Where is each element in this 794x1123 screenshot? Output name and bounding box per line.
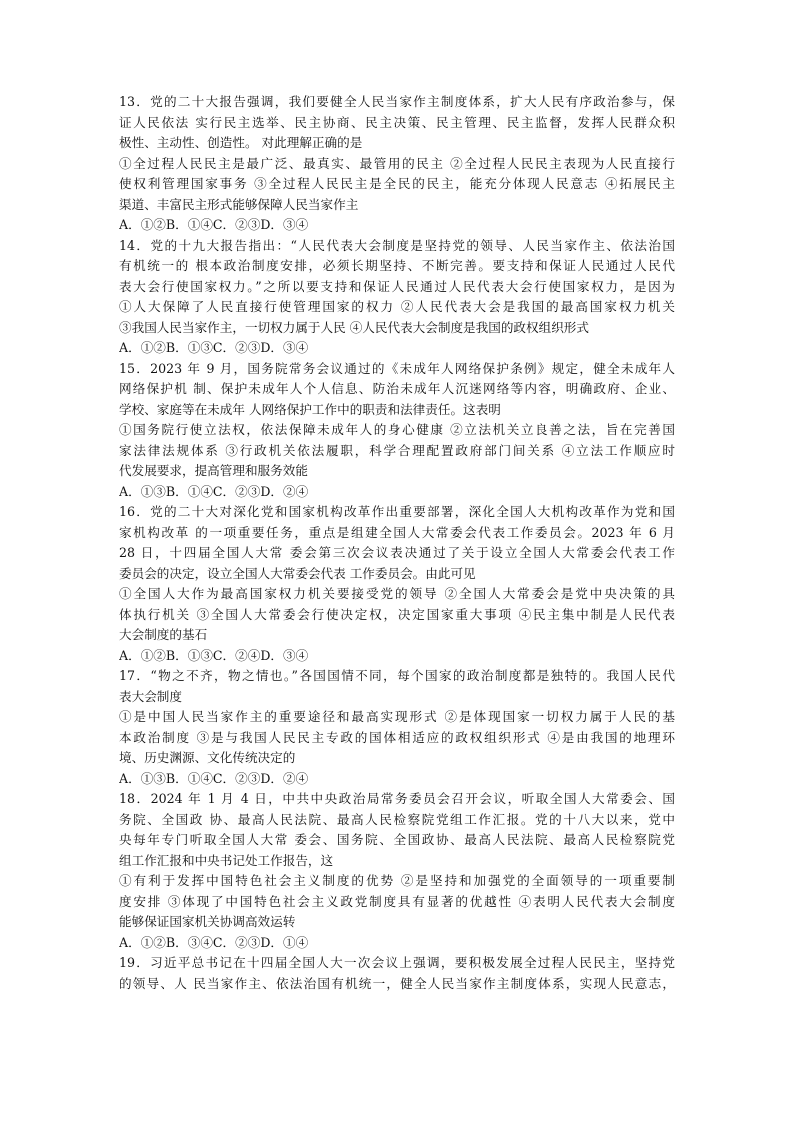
question-text: 家机构改革 的一项重要任务，重点是组建全国人大常委会代表工作委员会。2023 年 6 月 <box>119 524 675 540</box>
option-statements: ③我国人民当家作主，一切权力属于人民 ④人民代表大会制度是我国的政权组织形式 <box>119 319 589 335</box>
question-text: 表大会行使国家权力。”之所以要支持和保证人民通过人民代表大会行使国家权力，是因为 <box>119 278 675 294</box>
answer-choices: A．①②B．①③C．②④D．③④ <box>119 647 309 663</box>
question-17 <box>119 666 675 789</box>
question-text: 组工作汇报和中央书记处工作报告，这 <box>119 852 334 868</box>
option-statements: 代发展要求，提高管理和服务效能 <box>119 463 308 478</box>
question-16 <box>119 502 675 666</box>
answer-choices: A．①③B．①④C．②③D．②④ <box>119 770 309 786</box>
question-text: 极性、主动性、创造性。 对此理解正确的是 <box>119 135 363 150</box>
question-text: 央每年专门听取全国人大常 委会、国务院、全国政协、最高人民法院、最高人民检察院党 <box>119 832 675 847</box>
option-statements: 使权利管理国家事务 ③全过程人民民主是全民的民主，能充分体现人民意志 ④拓展民主 <box>119 176 675 191</box>
question-13 <box>119 92 675 236</box>
question-18 <box>119 789 675 953</box>
option-statements: 渠道、丰富民主形式能够保障人民当家作主 <box>119 196 359 212</box>
question-text: 委员会的决定，设立全国人大常委会代表 工作委员会。由此可见 <box>119 565 476 581</box>
question-text: 学校、家庭等在未成年 人网络保护工作中的职责和法律责任。这表明 <box>119 401 501 417</box>
question-text: 15．2023 年 9 月，国务院常务会议通过的《未成年人网络保护条例》规定，健全未成年人 <box>119 360 675 376</box>
question-14 <box>119 236 675 359</box>
question-text: 17．“物之不齐，物之情也。”各国国情不同，每个国家的政治制度都是独特的。我国人民代 <box>119 668 675 683</box>
answer-choices: A．①③B．①④C．②③D．②④ <box>119 483 309 499</box>
question-text: 证人民依法 实行民主选举、民主协商、民主决策、民主管理、民主监督，发挥人民群众积 <box>119 114 675 130</box>
question-text: 13．党的二十大报告强调，我们要健全人民当家作主制度体系，扩大人民有序政治参与，保 <box>119 94 675 109</box>
option-statements: 本政治制度 ③是与我国人民民主专政的国体相适应的政权组织形式 ④是由我国的地理环 <box>119 729 675 745</box>
option-statements: ①全过程人民民主是最广泛、最真实、最管用的民主 ②全过程人民民主表现为人民直接行 <box>119 155 675 171</box>
option-statements: ①是中国人民当家作主的重要途径和最高实现形式 ②是体现国家一切权力属于人民的基 <box>119 709 675 724</box>
option-statements: 大会制度的基石 <box>119 627 208 642</box>
option-statements: ①有利于发挥中国特色社会主义制度的优势 ②是坚持和加强党的全面领导的一项重要制 <box>119 873 675 888</box>
question-19 <box>119 953 675 994</box>
option-statements: ①全国人大作为最高国家权力机关要接受党的领导 ②全国人大常委会是党中央决策的具 <box>119 586 675 601</box>
answer-choices: A．①②B．③④C．②③D．①④ <box>119 934 309 950</box>
exam-page <box>119 92 675 994</box>
answer-choices: A．①②B．①③C．②③D．③④ <box>119 340 309 355</box>
option-statements: 境、历史渊源、文化传统决定的 <box>119 750 296 765</box>
option-statements: 度安排 ③体现了中国特色社会主义政党制度具有显著的优越性 ④表明人民代表大会制度 <box>119 893 675 909</box>
option-statements: ①人大保障了人民直接行使管理国家的权力 ②人民代表大会是我国的最高国家权力机关 <box>119 299 675 314</box>
question-text: 有机统一的 根本政治制度安排，必须长期坚持、不断完善。要支持和保证人民通过人民代 <box>119 258 675 273</box>
question-text: 网络保护机 制、保护未成年人个人信息、防治未成年人沉迷网络等内容，明确政府、企业、 <box>119 381 675 396</box>
option-statements: 家法律法规体系 ③行政机关依法履职，科学合理配置政府部门间关系 ④立法工作顺应时 <box>119 442 675 458</box>
question-text: 19．习近平总书记在十四届全国人大一次会议上强调，要积极发展全过程人民民主，坚持党 <box>119 955 675 970</box>
question-text: 28 日，十四届全国人大常 委会第三次会议表决通过了关于设立全国人大常委会代表工作 <box>119 545 675 560</box>
question-text: 务院、全国政 协、最高人民法院、最高人民检察院党组工作汇报。党的十八大以来，党中 <box>119 811 675 827</box>
question-text: 18．2024 年 1 月 4 日，中共中央政治局常务委员会召开会议，听取全国人大常委会、国 <box>119 791 675 806</box>
question-text: 的领导、人 民当家作主、依法治国有机统一，健全人民当家作主制度体系，实现人民意志， <box>119 975 675 991</box>
question-text: 表大会制度 <box>119 688 182 704</box>
option-statements: ①国务院行使立法权，依法保障未成年人的身心健康 ②立法机关立良善之法，旨在完善国 <box>119 422 675 437</box>
answer-choices: A．①②B．①④C．②③D．③④ <box>119 217 309 232</box>
option-statements: 体执行机关 ③全国人大常委会行使决定权，决定国家重大事项 ④民主集中制是人民代表 <box>119 606 675 622</box>
question-text: 16．党的二十大对深化党和国家机构改革作出重要部署，深化全国人大机构改革作为党和国 <box>119 504 675 519</box>
question-15 <box>119 359 675 503</box>
question-text: 14．党的十九大报告指出：“人民代表大会制度是坚持党的领导、人民当家作主、依法治国 <box>119 237 675 253</box>
option-statements: 能够保证国家机关协调高效运转 <box>119 914 296 929</box>
